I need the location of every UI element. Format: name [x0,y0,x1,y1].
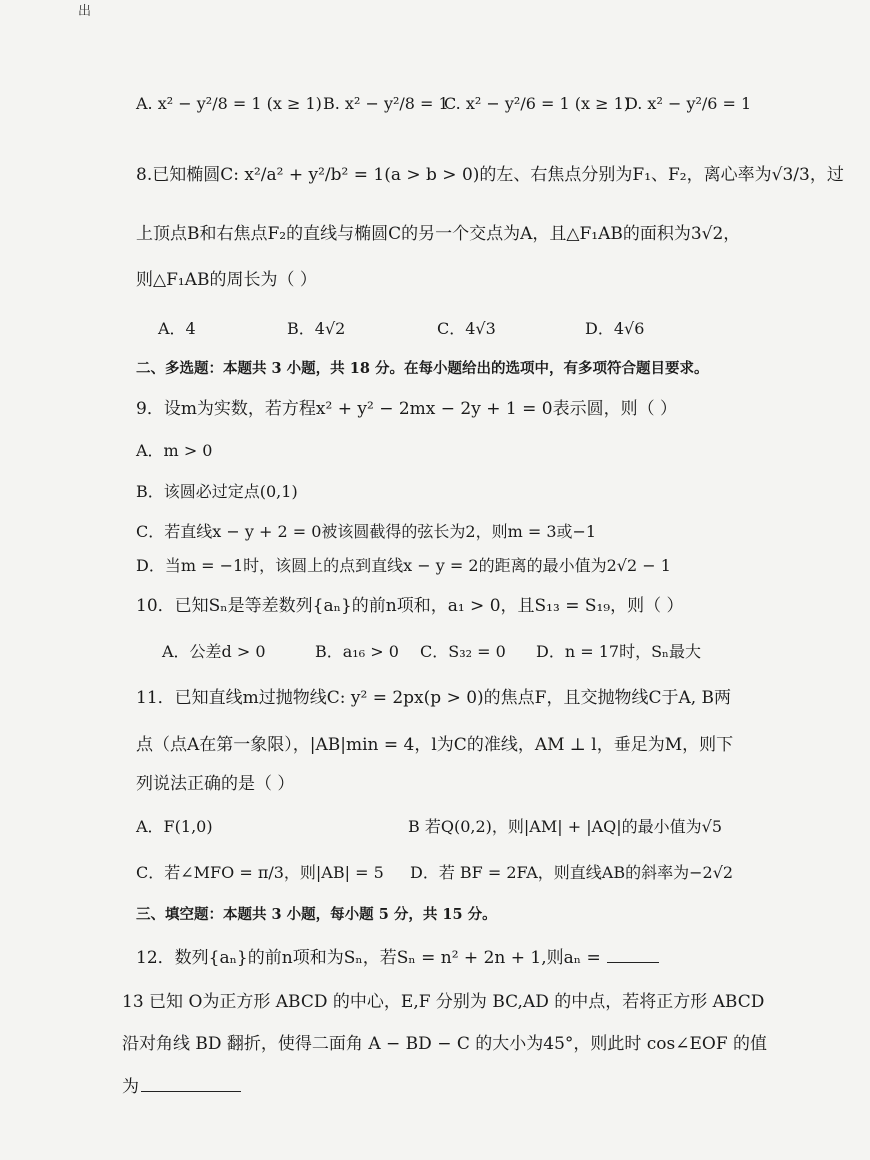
q13-line-3: 为 [122,1077,139,1097]
q9-option-d: D．当m = −1时，该圆上的点到直线x − y = 2的距离的最小值为2√2 − 1 [136,556,671,575]
q10-option-a: A．公差d > 0 [162,642,266,661]
q9-option-a: A．m > 0 [136,441,213,460]
q11-option-c: C．若∠MFO = π/3，则|AB| = 5 [136,863,384,882]
q8-option-c: C．4√3 [437,319,496,338]
q8-line-3: 则△F₁AB的周长为（ ） [136,270,317,290]
q10-stem: 10．已知Sₙ是等差数列{aₙ}的前n项和，a₁ > 0，且S₁₃ = S₁₉，则（ ） [136,596,684,616]
section-3-title: 三、填空题：本题共 3 小题，每小题 5 分，共 15 分。 [136,906,497,923]
q11-line-2: 点（点A在第一象限），|AB|min = 4，l为C的准线，AM ⊥ l，垂足为M，则下 [136,735,734,755]
q13-line-3-row [122,1075,241,1099]
q10-option-b: B．a₁₆ > 0 [315,642,399,661]
q9-stem: 9．设m为实数，若方程x² + y² − 2mx − 2y + 1 = 0表示圆，则（ ） [136,399,677,419]
q11-line-3: 列说法正确的是（ ） [136,774,295,794]
q11-option-b: B 若Q(0,2)，则|AM| + |AQ|的最小值为√5 [408,817,723,836]
corner-mark: 出 [78,4,92,19]
section-2-title: 二、多选题：本题共 3 小题，共 18 分。在每小题给出的选项中，有多项符合题目要求。 [136,360,709,377]
q8-option-d: D．4√6 [585,319,645,338]
q9-option-b: B．该圆必过定点(0,1) [136,482,298,501]
q7-option-a: A. x² − y²/8 = 1 (x ≥ 1) [136,94,322,113]
q8-line-2: 上顶点B和右焦点F₂的直线与椭圆C的另一个交点为A，且△F₁AB的面积为3√2， [136,224,741,244]
q11-option-a: A．F(1,0) [136,817,213,836]
q8-line-1: 8.已知椭圆C: x²/a² + y²/b² = 1(a > b > 0)的左、右焦点分别为F₁、F₂，离心率为√3/3，过 [136,165,844,185]
q12-stem-row [136,946,659,970]
q10-option-c: C．S₃₂ = 0 [420,642,506,661]
q8-option-a: A．4 [158,319,196,338]
q13-answer-blank[interactable] [141,1089,241,1092]
q11-line-1: 11．已知直线m过抛物线C: y² = 2px(p > 0)的焦点F，且交抛物线C于A, B两 [136,688,732,708]
q12-stem: 12．数列{aₙ}的前n项和为Sₙ，若Sₙ = n² + 2n + 1,则aₙ = [136,948,601,968]
q11-option-d: D．若 BF = 2FA，则直线AB的斜率为−2√2 [410,863,734,882]
q7-option-d: D. x² − y²/6 = 1 [625,94,752,113]
q13-line-2: 沿对角线 BD 翻折，使得二面角 A − BD − C 的大小为45°，则此时 cos∠EOF 的值 [122,1034,768,1054]
q9-option-c: C．若直线x − y + 2 = 0被该圆截得的弦长为2，则m = 3或−1 [136,522,597,541]
q12-answer-blank[interactable] [607,960,659,963]
q8-option-b: B．4√2 [287,319,346,338]
q7-option-b: B. x² − y²/8 = 1 [323,94,449,113]
q10-option-d: D．n = 17时，Sₙ最大 [536,642,701,661]
q7-option-c: C. x² − y²/6 = 1 (x ≥ 1) [444,94,630,113]
q13-line-1: 13 已知 O为正方形 ABCD 的中心，E,F 分别为 BC,AD 的中点，若将正方形 ABCD [122,992,765,1012]
